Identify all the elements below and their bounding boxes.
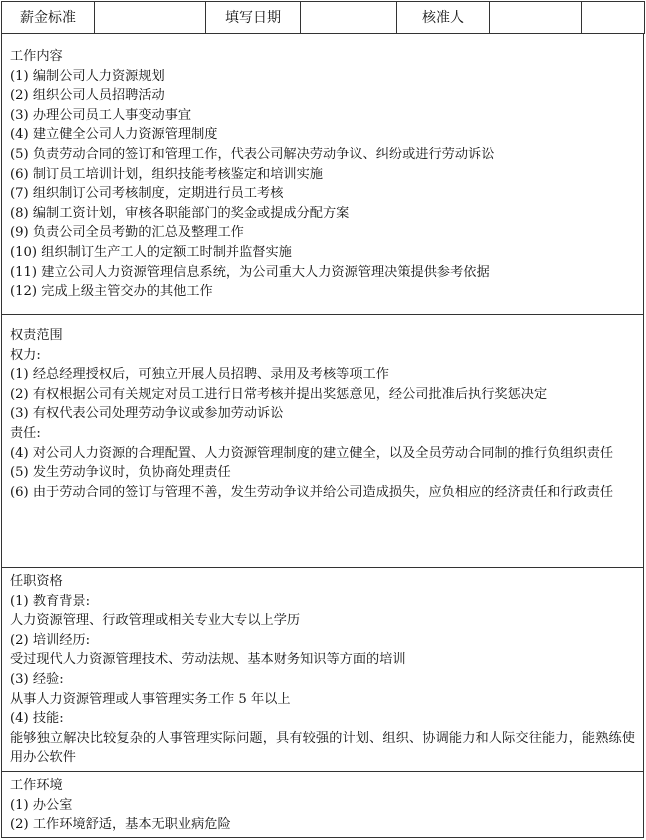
work-item: (11) 建立公司人力资源管理信息系统，为公司重大人力资源管理决策提供参考依据: [10, 264, 490, 280]
work-item: (9) 负责公司全员考勤的汇总及整理工作: [10, 225, 244, 241]
work-item: (5) 负责劳动合同的签订和管理工作，代表公司解决劳动争议、纠纷或进行劳动诉讼: [10, 146, 495, 162]
work-item: (10) 组织制订生产工人的定额工时制并监督实施: [10, 244, 292, 260]
environment-item: (2) 工作环境舒适，基本无职业病危险: [10, 817, 231, 833]
qualification-text: 从事人力资源管理或人事管理实务工作 5 年以上: [10, 691, 291, 707]
duty-label: 责任:: [10, 425, 41, 441]
work-item: (1) 编制公司人力资源规划: [10, 68, 165, 84]
section-title: 任职资格: [10, 574, 63, 589]
qualification-text: 受过现代人力资源管理技术、劳动法规、基本财务知识等方面的培训: [10, 652, 406, 668]
qualification-section: [1, 568, 644, 772]
work-item: (4) 建立健全公司人力资源管理制度: [10, 127, 218, 143]
approver-value: [490, 2, 582, 34]
qualification-label: (4) 技能:: [10, 711, 64, 727]
power-item: (3) 有权代表公司处理劳动争议或参加劳动诉讼: [10, 406, 284, 422]
authority-section: [1, 315, 644, 568]
environment-item: (1) 办公室: [10, 797, 73, 813]
section-title: 工作环境: [10, 778, 63, 793]
qualification-label: (3) 经验:: [10, 671, 64, 687]
power-item: (2) 有权根据公司有关规定对员工进行日常考核并提出奖惩意见，经公司批准后执行奖惩决定: [10, 386, 548, 402]
qualification-text: 人力资源管理、行政管理或相关专业大专以上学历: [10, 613, 301, 629]
header-table: [1, 1, 645, 34]
duty-item: (5) 发生劳动争议时，负协商处理责任: [10, 465, 231, 481]
work-item: (8) 编制工资计划，审核各职能部门的奖金或提成分配方案: [10, 205, 350, 221]
work-item: (3) 办理公司员工人事变动事宜: [10, 107, 192, 123]
work-item: (6) 制订员工培训计划，组织技能考核鉴定和培训实施: [10, 166, 323, 182]
duty-item: (6) 由于劳动合同的签订与管理不善，发生劳动争议并给公司造成损失，应负相应的经济责任和行政责任: [10, 484, 614, 500]
work-item: (7) 组织制订公司考核制度，定期进行员工考核: [10, 186, 284, 202]
blank-cell: [582, 2, 645, 34]
section-title: 权责范围: [10, 328, 63, 343]
work-item: (2) 组织公司人员招聘活动: [10, 88, 165, 104]
section-title: 工作内容: [10, 49, 63, 64]
salary-label: 薪金标准: [2, 2, 95, 34]
power-label: 权力:: [10, 347, 41, 363]
date-label: 填写日期: [206, 2, 301, 34]
environment-section: [1, 772, 644, 838]
date-value: [301, 2, 397, 34]
qualification-text: 能够独立解决比较复杂的人事管理实际问题，具有较强的计划、组织、协调能力和人际交往能力，能熟练使用办公软件: [10, 730, 635, 766]
qualification-label: (2) 培训经历:: [10, 632, 91, 648]
power-item: (1) 经总经理授权后，可独立开展人员招聘、录用及考核等项工作: [10, 367, 389, 383]
duty-item: (4) 对公司人力资源的合理配置、人力资源管理制度的建立健全，以及全员劳动合同制的推行负组织责任: [10, 445, 614, 461]
work-content-section: [1, 34, 644, 315]
qualification-label: (1) 教育背景:: [10, 593, 91, 609]
work-item: (12) 完成上级主管交办的其他工作: [10, 284, 213, 300]
salary-value: [95, 2, 206, 34]
approver-label: 核准人: [397, 2, 490, 34]
